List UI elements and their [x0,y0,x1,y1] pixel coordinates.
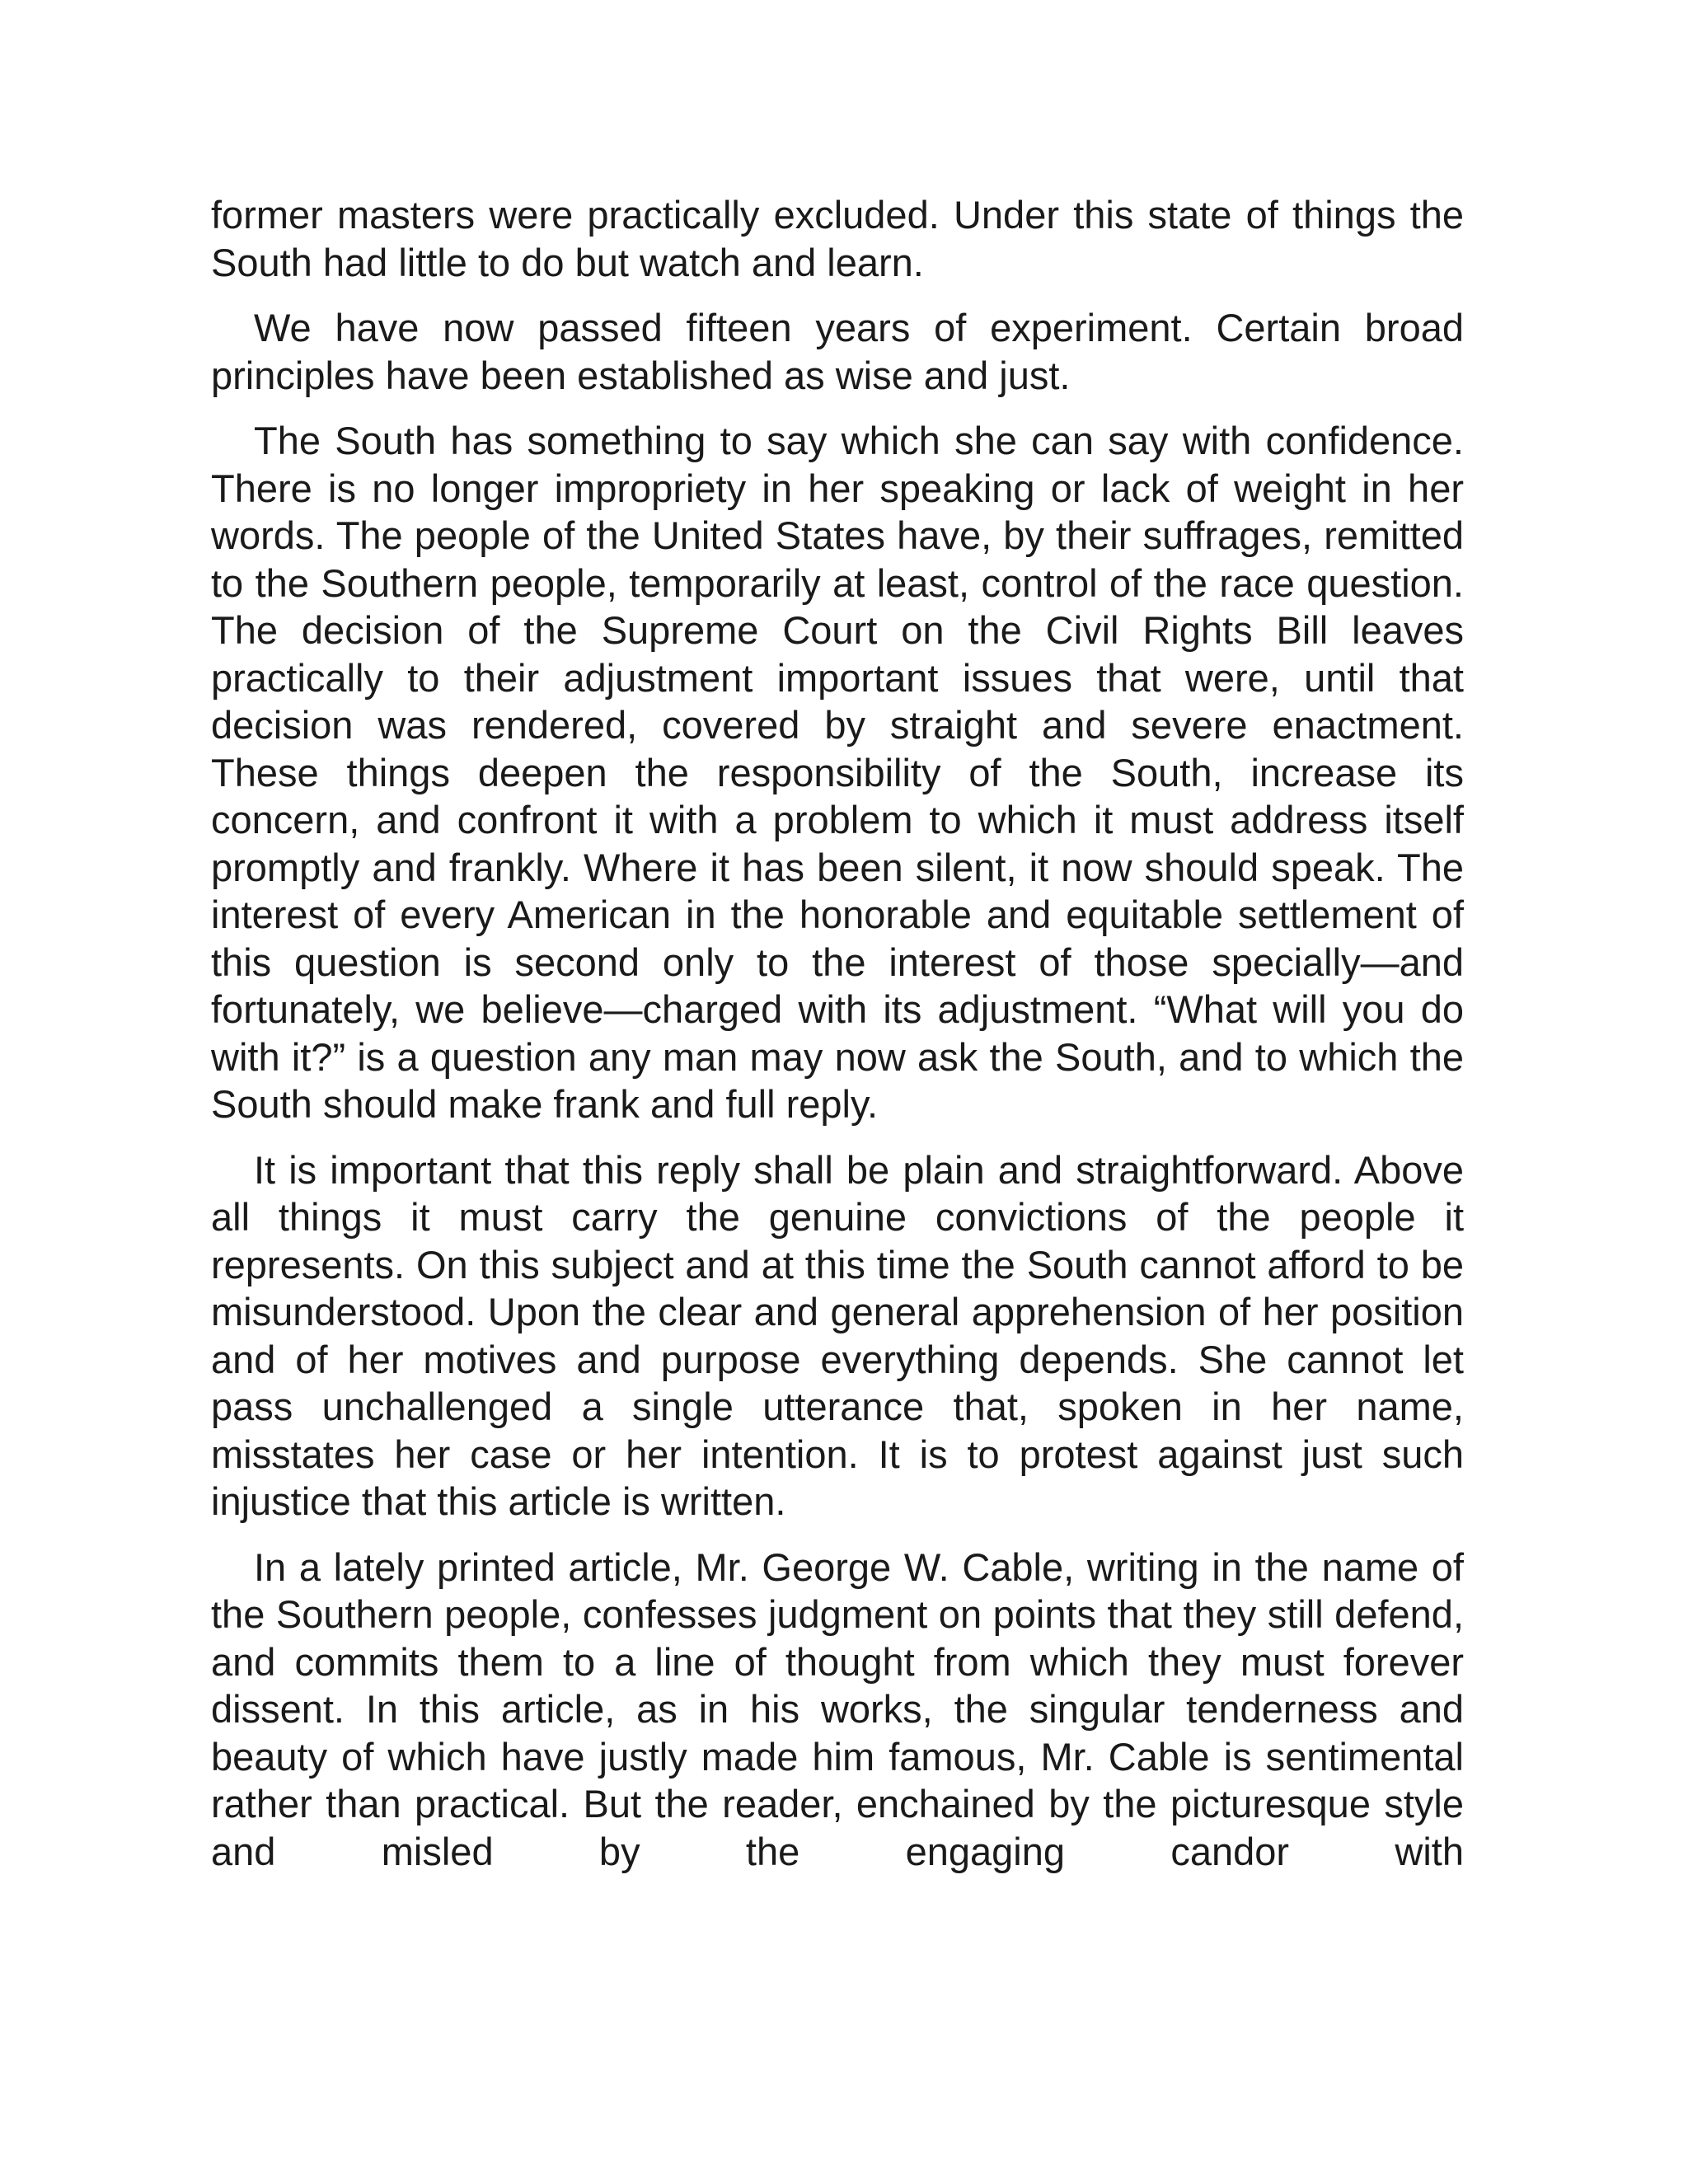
document-page [211,191,1464,1893]
paragraph-2: We have now passed fifteen years of experiment. Certain broad principles have been established as wise and just. [211,306,1464,397]
paragraph-5: In a lately printed article, Mr. George W. Cable, writing in the name of the Southern people, confesses judgment on points that they still defend, and commits them to a line of thought from which they must forever dissent. In this article, as in his works, the singular tenderness and beauty of which have justly made him famous, Mr. Cable is sentimental rather than practical. But the reader, enchained by the picturesque style and misled by the engaging candor with [211,1544,1464,1873]
paragraph-1: former masters were practically excluded. Under this state of things the South had little to do but watch and learn. [211,193,1464,284]
paragraph-4: It is important that this reply shall be plain and straightforward. Above all things it must carry the genuine convictions of the people it represents. On this subject and at this time the South cannot afford to be misunderstood. Upon the clear and general apprehension of her position and of her motives and purpose everything depends. She cannot let pass unchallenged a single utterance that, spoken in her name, misstates her case or her intention. It is to protest against just such injustice that this article is written. [211,1147,1464,1523]
paragraph-3: The South has something to say which she can say with confidence. There is no longer impropriety in her speaking or lack of weight in her words. The people of the United States have, by their suffrages, remitted to the Southern people, temporarily at least, control of the race question. The decision of the Supreme Court on the Civil Rights Bill leaves practically to their adjustment important issues that were, until that decision was rendered, covered by straight and severe enactment. These things deepen the responsibility of the South, increase its concern, and confront it with a problem to which it must address itself promptly and frankly. Where it has been silent, it now should speak. The interest of every American in the honorable and equitable settlement of this question is second only to the interest of those specially—and fortunately, we believe—charged with its adjustment. “What will you do with it?” is a question any man may now ask the South, and to which the South should make frank and full reply. [211,419,1464,1126]
